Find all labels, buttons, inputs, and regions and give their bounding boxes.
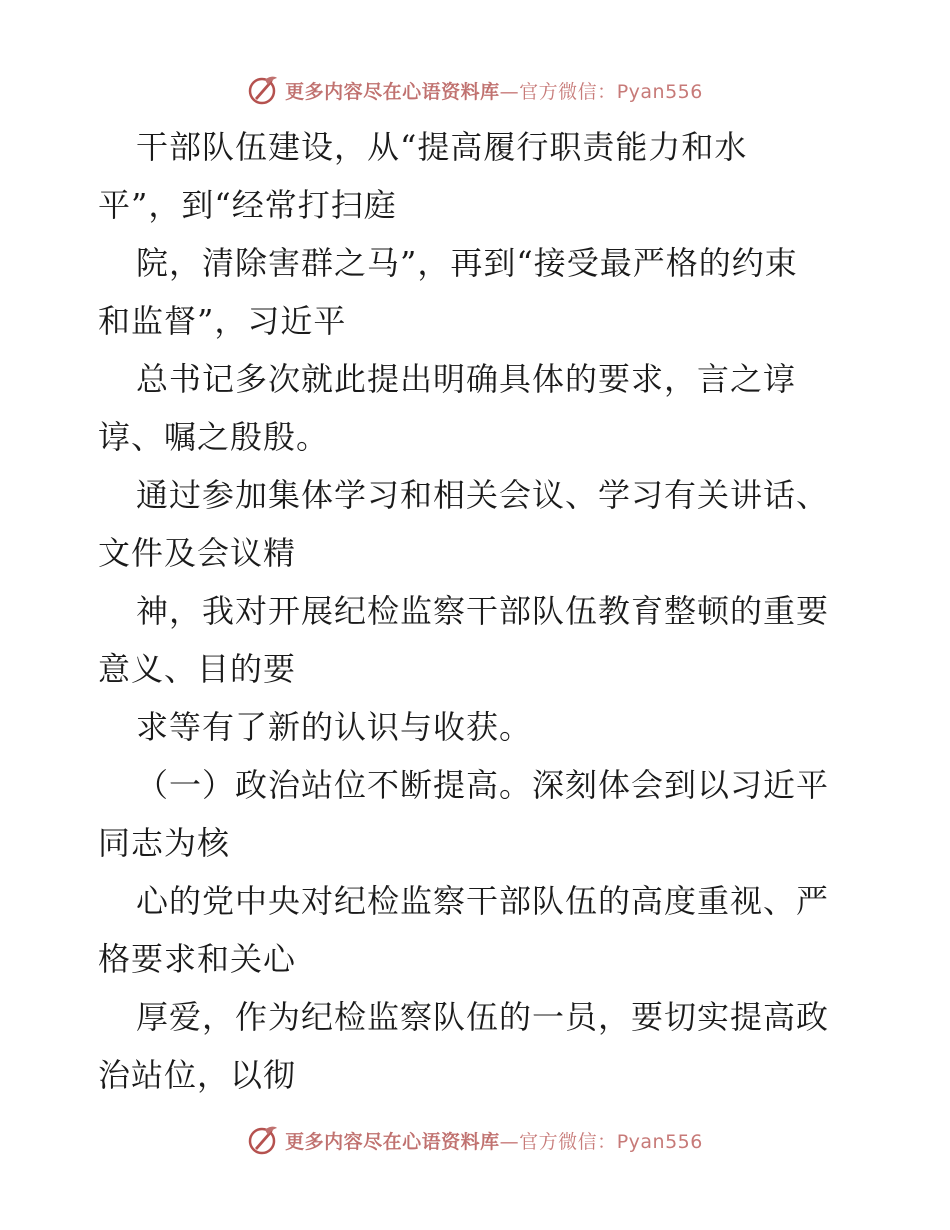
text-line: 和监督”，习近平: [98, 302, 347, 340]
watermark-id-text: Pyan556: [616, 80, 703, 103]
header-watermark: [0, 70, 950, 110]
watermark-text: [285, 77, 703, 104]
text-line: 格要求和关心: [98, 940, 297, 978]
footer-watermark: [0, 1120, 950, 1160]
watermark-text: [285, 1127, 703, 1154]
text-line: 通过参加集体学习和相关会议、学习有关讲话、: [136, 476, 830, 514]
text-line: 神，我对开展纪检监察干部队伍教育整顿的重要: [136, 592, 830, 630]
text-line: 同志为核: [98, 824, 231, 862]
quill-logo-icon: [247, 74, 279, 106]
watermark-main-text: 更多内容尽在心语资料库: [285, 80, 500, 103]
text-line: 意义、目的要: [98, 650, 297, 688]
quill-logo-icon: [247, 1124, 279, 1156]
text-line: 求等有了新的认识与收获。: [136, 708, 533, 746]
text-line: 干部队伍建设，从“提高履行职责能力和水: [136, 128, 748, 166]
watermark-id-text: Pyan556: [616, 1130, 703, 1153]
text-line: 心的党中央对纪检监察干部队伍的高度重视、严: [136, 882, 830, 920]
text-line: 平”，到“经常打扫庭: [98, 186, 397, 224]
watermark-sub-text: —官方微信：: [499, 80, 617, 103]
watermark-sub-text: —官方微信：: [499, 1130, 617, 1153]
text-line: 治站位，以彻: [98, 1056, 297, 1094]
text-line: 厚爱，作为纪检监察队伍的一员，要切实提高政: [136, 998, 830, 1036]
text-line: 总书记多次就此提出明确具体的要求，言之谆: [136, 360, 797, 398]
text-line: （一）政治站位不断提高。深刻体会到以习近平: [136, 766, 830, 804]
watermark-main-text: 更多内容尽在心语资料库: [285, 1130, 500, 1153]
text-line: 院，清除害群之马”，再到“接受最严格的约束: [136, 244, 798, 282]
text-line: 谆、嘱之殷殷。: [98, 418, 330, 456]
document-body: [98, 118, 858, 1104]
text-line: 文件及会议精: [98, 534, 297, 572]
